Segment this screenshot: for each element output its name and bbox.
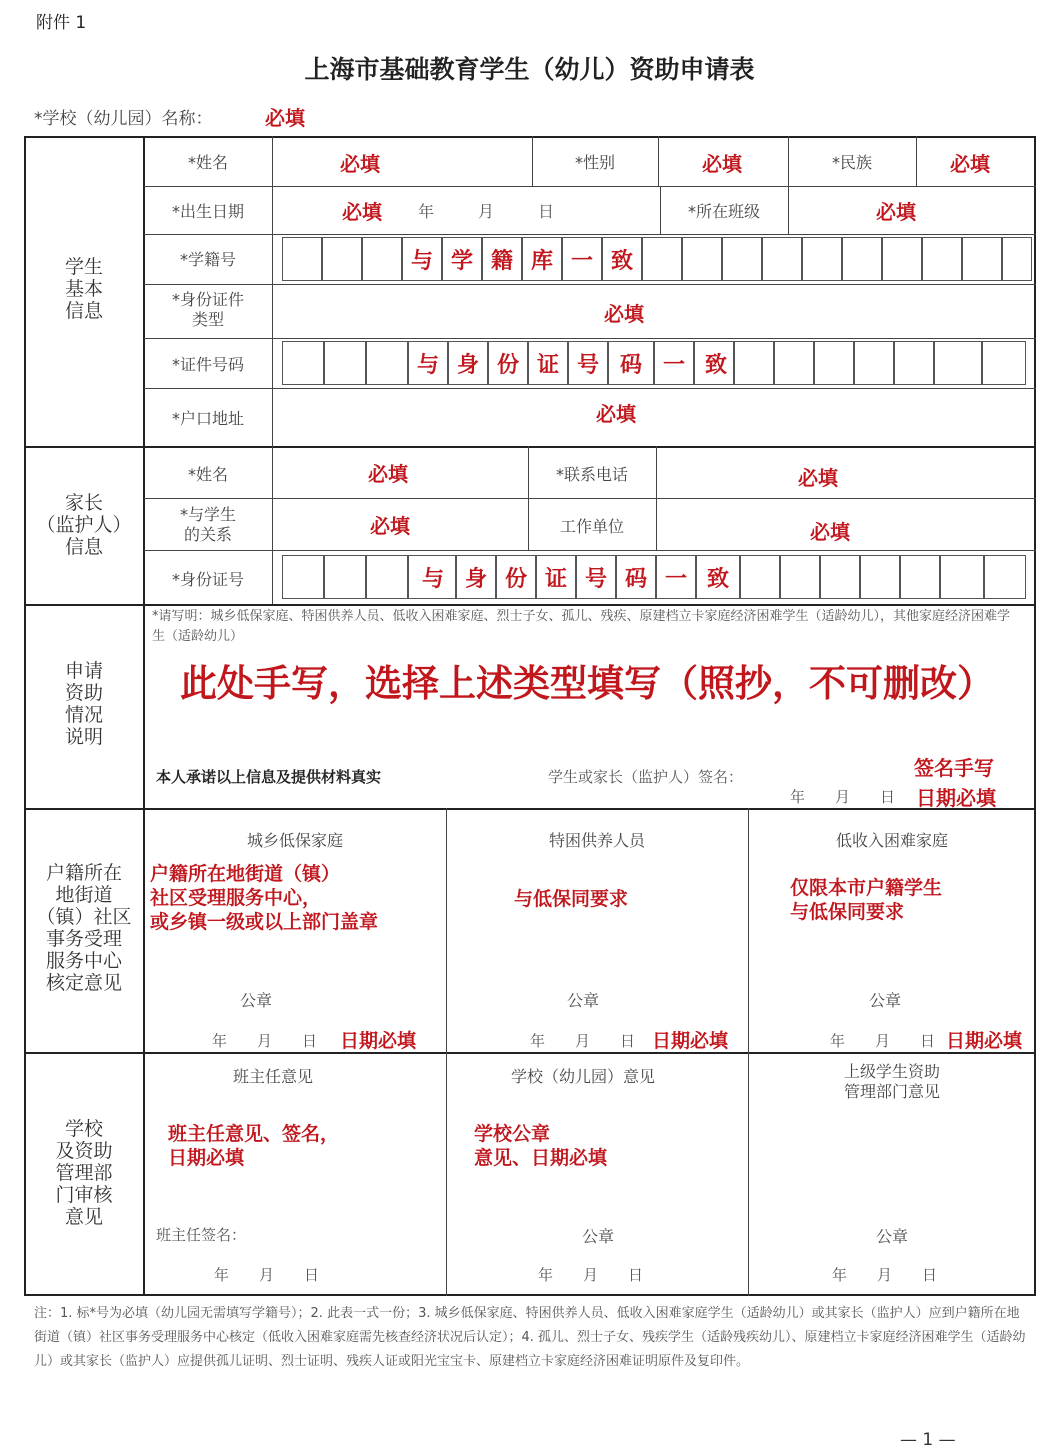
gender-label: *性别 [574, 153, 615, 172]
page-number: — 1 — [900, 1430, 956, 1450]
birth-month: 月 [478, 202, 495, 221]
class-label: *所在班级 [687, 202, 760, 221]
apply-date-note[interactable]: 日期必填 [916, 786, 996, 810]
review-col1-title: 班主任意见 [232, 1067, 313, 1086]
district-col2-title: 特困供养人员 [548, 831, 645, 850]
review-col2-seal: 公章 [581, 1227, 614, 1246]
school-name-value[interactable]: 必填 [265, 106, 305, 130]
hukou-value[interactable]: 必填 [596, 402, 636, 426]
phone-value[interactable]: 必填 [798, 466, 838, 490]
district-col3-note[interactable]: 仅限本市户籍学生 与低保同要求 [790, 877, 943, 923]
review-col1-note[interactable]: 班主任意见、签名， 日期必填 [168, 1123, 340, 1169]
student-id-label: *学籍号 [179, 250, 236, 269]
district-col1-date: 年 月 日 [212, 1032, 318, 1050]
idno-char: 一 [662, 353, 685, 378]
review-col1-date: 年 月 日 [214, 1266, 320, 1284]
idno-char: 证 [536, 353, 559, 378]
review-col3-title: 上级学生资助 管理部门意见 [843, 1062, 940, 1101]
class-value[interactable]: 必填 [876, 200, 916, 224]
student-section-label: 学生 基本 信息 [64, 256, 103, 322]
review-col2-date: 年 月 日 [538, 1266, 644, 1284]
relation-label: *与学生 的关系 [179, 505, 236, 544]
district-col1-note[interactable]: 户籍所在地街道（镇） 社区受理服务中心， 或乡镇一级或以上部门盖章 [150, 863, 379, 933]
sid-char: 致 [610, 249, 633, 274]
apply-handwrite-note[interactable]: 此处手写，选择上述类型填写（照抄，不可删改） [180, 662, 994, 705]
idno-char: 码 [619, 353, 642, 378]
id-type-label: *身份证件 类型 [171, 290, 244, 329]
phone-label: *联系电话 [555, 465, 628, 484]
parent-id-char: 号 [584, 567, 607, 592]
footnote: 注：1. 标*号为必填（幼儿园无需填写学籍号）；2. 此表一式一份；3. 城乡低保家庭、特困供养人员、低收入困难家庭学生（适龄幼儿）或其家长（监护人）应到户籍所在地街道（镇）社区事务受理服务中心核定（低收入困难家庭需先核查经济状况后认定）；4. 孤儿、烈士子女、残疾学生（适龄残疾幼儿）、原建档立卡家庭经济困难学生（适龄幼儿）或其家长（监护人）应提供孤儿证明、烈士证明、残疾人证或阳光宝宝卡、原建档立卡家庭经济困难证明原件及复印件。 [34, 1306, 1026, 1369]
teacher-signature-label: 班主任签名： [156, 1226, 247, 1244]
id-number-label: *证件号码 [171, 355, 244, 374]
district-col3-seal: 公章 [868, 991, 901, 1010]
work-value[interactable]: 必填 [810, 520, 850, 544]
district-col2-date: 年 月 日 [530, 1032, 636, 1050]
sid-char: 一 [570, 249, 593, 274]
district-col1-seal: 公章 [239, 991, 272, 1010]
work-label: 工作单位 [559, 517, 624, 536]
parent-id-char: 身 [464, 567, 487, 592]
sid-char: 库 [530, 249, 553, 274]
attachment-label: 附件 1 [36, 13, 87, 33]
district-section-label: 户籍所在 地街道 （镇）社区 事务受理 服务中心 核定意见 [36, 862, 132, 994]
parent-section-label: 家长 （监护人） 信息 [36, 492, 132, 558]
ethnic-label: *民族 [831, 153, 872, 172]
hukou-label: *户口地址 [171, 409, 244, 428]
page-title: 上海市基础教育学生（幼儿）资助申请表 [304, 55, 755, 84]
district-col3-date-note[interactable]: 日期必填 [946, 1030, 1023, 1052]
idno-char: 与 [416, 353, 439, 378]
idno-char: 身 [456, 353, 479, 378]
id-type-value[interactable]: 必填 [604, 302, 644, 326]
school-name-label: *学校（幼儿园）名称： [34, 109, 213, 129]
parent-id-char: 份 [504, 567, 527, 592]
sid-char: 学 [450, 249, 473, 274]
parent-id-char: 码 [624, 567, 647, 592]
apply-section-label: 申请 资助 情况 说明 [64, 660, 103, 748]
birth-label: *出生日期 [171, 202, 244, 221]
birth-day: 日 [538, 202, 555, 221]
birth-value[interactable]: 必填 [342, 200, 382, 224]
review-col2-title: 学校（幼儿园）意见 [510, 1067, 655, 1086]
district-col3-date: 年 月 日 [830, 1032, 936, 1050]
review-section-label: 学校 及资助 管理部 门审核 意见 [55, 1118, 113, 1228]
district-col2-date-note[interactable]: 日期必填 [652, 1030, 729, 1052]
signature-note[interactable]: 签名手写 [914, 756, 994, 780]
parent-name-value[interactable]: 必填 [368, 462, 408, 486]
idno-char: 致 [704, 353, 727, 378]
student-name-value[interactable]: 必填 [340, 152, 380, 176]
idno-char: 号 [576, 353, 599, 378]
sid-char: 与 [410, 249, 433, 274]
parent-name-label: *姓名 [187, 465, 228, 484]
relation-value[interactable]: 必填 [370, 514, 410, 538]
review-col3-date: 年 月 日 [832, 1266, 938, 1284]
apply-date: 年 月 日 [790, 788, 896, 806]
sid-char: 籍 [490, 249, 513, 274]
parent-id-char: 致 [706, 567, 729, 592]
apply-hint: *请写明：城乡低保家庭、特困供养人员、低收入困难家庭、烈士子女、孤儿、残疾、原建档立卡家庭经济困难学生（适龄幼儿），其他家庭经济困难学生（适龄幼儿） [152, 609, 1011, 644]
parent-id-label: *身份证号 [171, 570, 244, 589]
district-col2-note[interactable]: 与低保同要求 [514, 888, 629, 910]
student-name-label: *姓名 [187, 153, 228, 172]
parent-id-char: 证 [544, 567, 567, 592]
promise-text: 本人承诺以上信息及提供材料真实 [156, 768, 382, 786]
review-col2-note[interactable]: 学校公章 意见、日期必填 [474, 1123, 608, 1169]
district-col3-title: 低收入困难家庭 [835, 831, 948, 850]
parent-id-char: 与 [421, 567, 444, 592]
signature-label: 学生或家长（监护人）签名： [548, 768, 744, 786]
district-col1-date-note[interactable]: 日期必填 [340, 1030, 417, 1052]
district-col2-seal: 公章 [566, 991, 599, 1010]
parent-id-char: 一 [664, 567, 687, 592]
review-col3-seal: 公章 [875, 1227, 908, 1246]
district-col1-title: 城乡低保家庭 [246, 831, 343, 850]
gender-value[interactable]: 必填 [702, 152, 742, 176]
idno-char: 份 [496, 353, 519, 378]
birth-year: 年 [418, 202, 435, 221]
ethnic-value[interactable]: 必填 [950, 152, 990, 176]
